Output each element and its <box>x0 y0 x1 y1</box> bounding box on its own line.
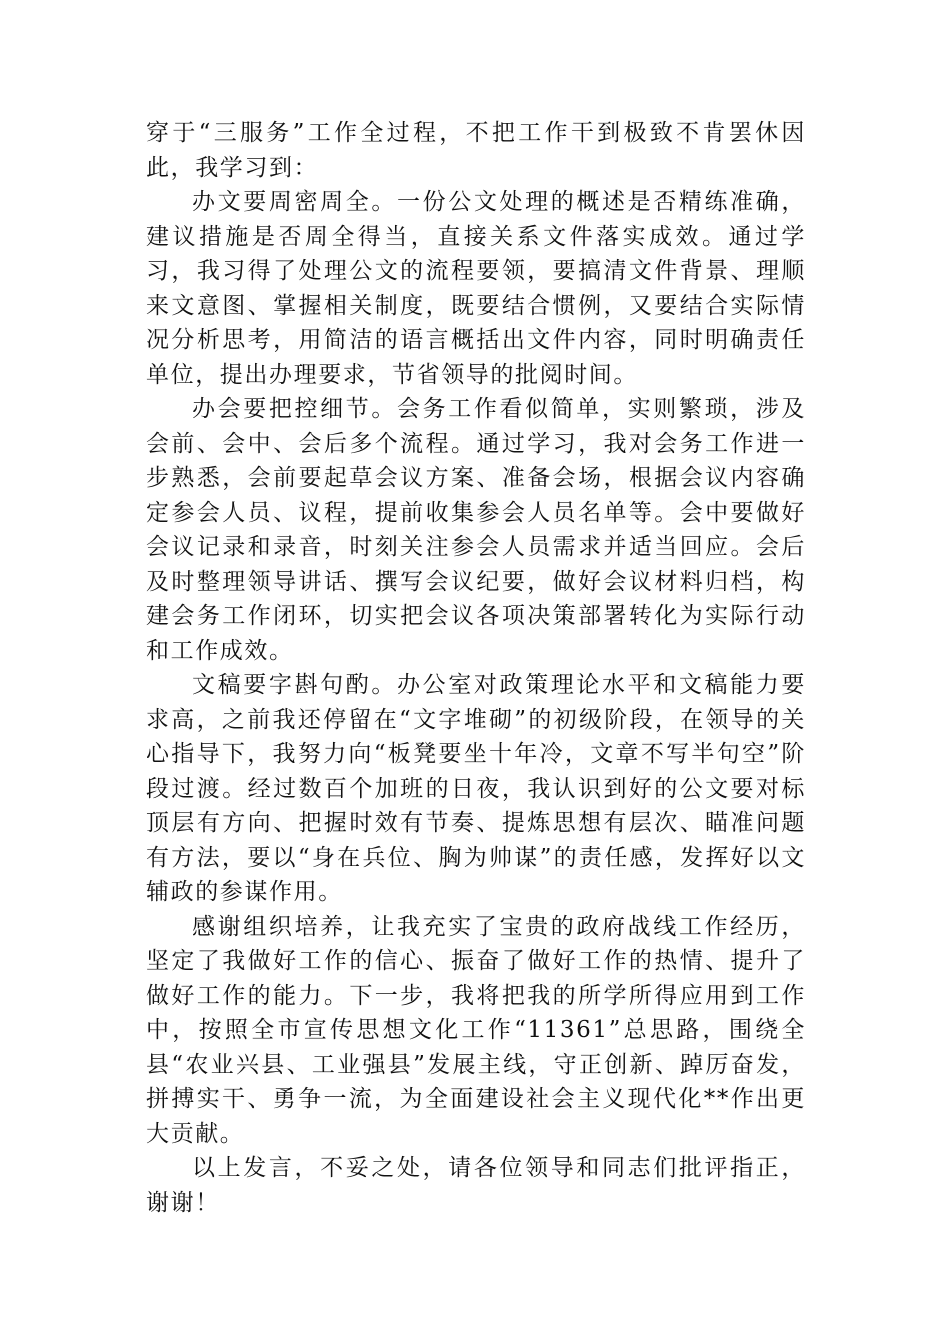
paragraph-document-handling: 办文要周密周全。一份公文处理的概述是否精练准确，建议措施是否周全得当，直接关系文件落实成效。通过学习，我习得了处理公文的流程要领，要搞清文件背景、理顺来文意图、掌握相关制度，既要结合惯例，又要结合实际情况分析思考，用简洁的语言概括出文件内容，同时明确责任单位，提出办理要求，节省领导的批阅时间。 <box>146 189 806 388</box>
paragraph-meeting-handling: 办会要把控细节。会务工作看似简单，实则繁琐，涉及会前、会中、会后多个流程。通过学习，我对会务工作进一步熟悉，会前要起草会议方案、准备会场，根据会议内容确定参会人员、议程，提前收集参会人员名单等。会中要做好会议记录和录音，时刻关注参会人员需求并适当回应。会后及时整理领导讲话、撰写会议纪要，做好会议材料归档，构建会务工作闭环，切实把会议各项决策部署转化为实际行动和工作成效。 <box>146 396 806 664</box>
paragraph-writing: 文稿要字斟句酌。办公室对政策理论水平和文稿能力要求高，之前我还停留在“文字堆砌”的初级阶段，在领导的关心指导下，我努力向“板凳要坐十年冷，文章不写半句空”阶段过渡。经过数百个加班的日夜，我认识到好的公文要对标顶层有方向、把握时效有节奏、提炼思想有层次、瞄准问题有方法，要以“身在兵位、胸为帅谋”的责任感，发挥好以文辅政的参谋作用。 <box>146 672 806 905</box>
paragraph-intro: 穿于“三服务”工作全过程，不把工作干到极致不肯罢休因此，我学习到： <box>146 120 806 181</box>
paragraph-gratitude: 感谢组织培养，让我充实了宝贵的政府战线工作经历，坚定了我做好工作的信心、振奋了做好工作的热情、提升了做好工作的能力。下一步，我将把我的所学所得应用到工作中，按照全市宣传思想文化工作“11361”总思路，围绕全县“农业兴县、工业强县”发展主线，守正创新、踔厉奋发，拼搏实干、勇争一流，为全面建设社会主义现代化**作出更大贡献。 <box>146 913 806 1147</box>
document-body <box>146 116 806 1220</box>
paragraph-closing: 以上发言，不妥之处，请各位领导和同志们批评指正，谢谢！ <box>146 1155 806 1216</box>
